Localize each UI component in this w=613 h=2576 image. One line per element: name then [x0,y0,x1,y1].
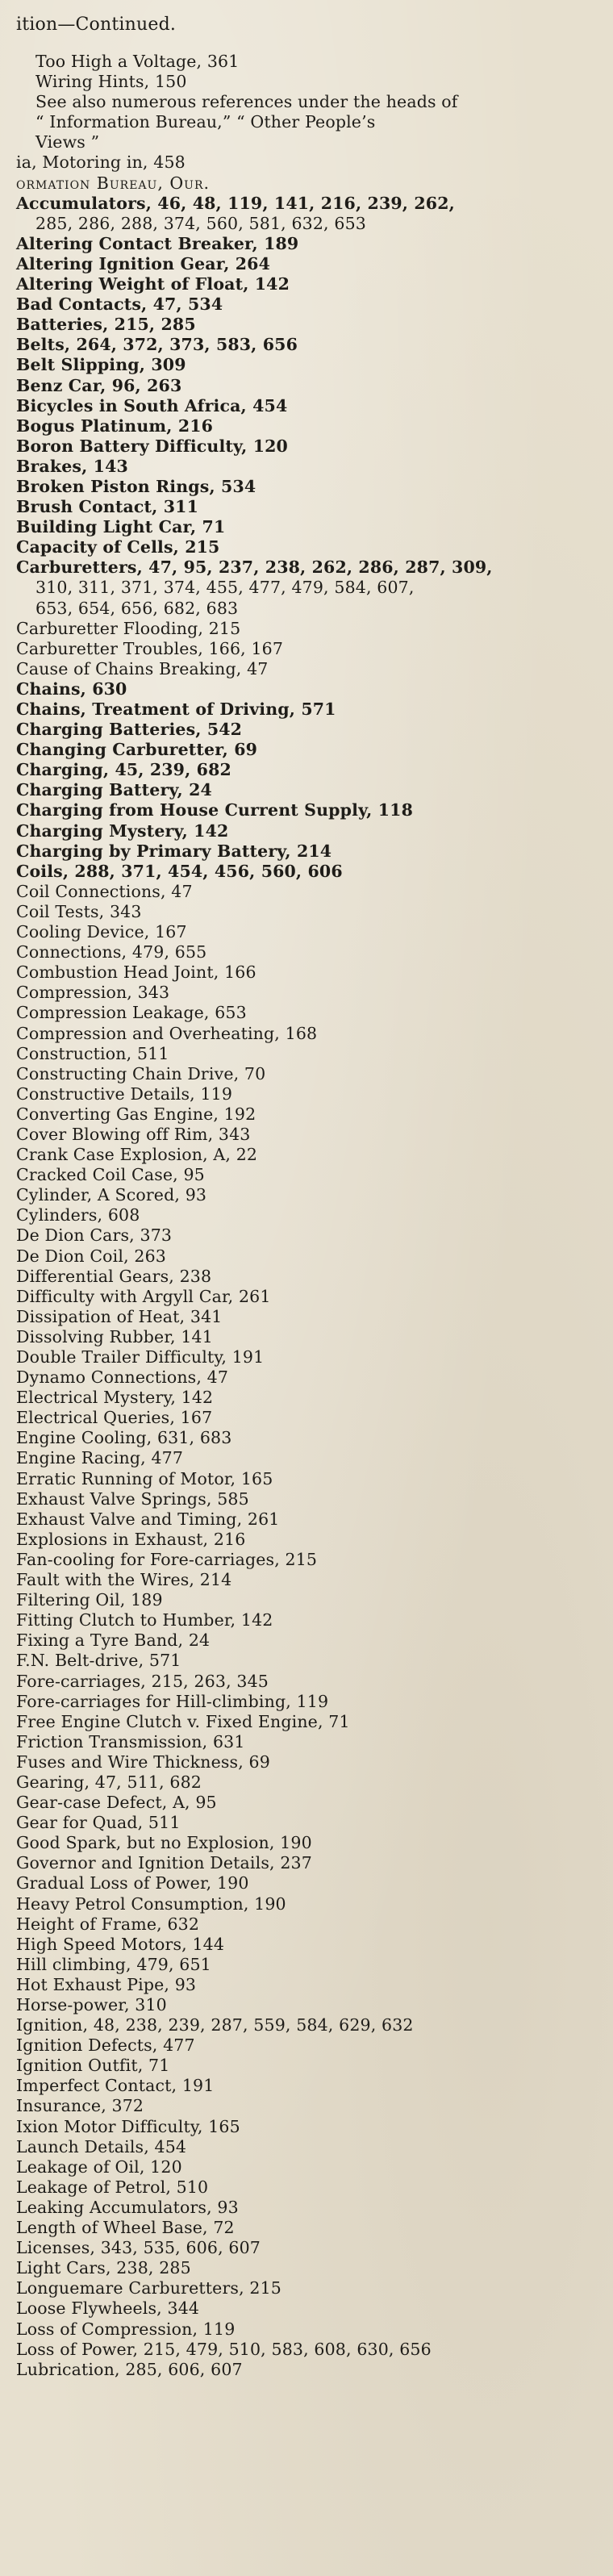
index-entry: Ignition Defects, 477 [16,2035,195,2056]
index-entry: Fault with the Wires, 214 [16,1570,232,1590]
index-entry: Changing Carburetter, 69 [16,740,258,760]
index-entry: ia, Motoring in, 458 [16,152,186,173]
index-entry: Batteries, 215, 285 [16,315,196,335]
index-entry: Broken Piston Rings, 534 [16,476,256,496]
index-entry: Difficulty with Argyll Car, 261 [16,1286,271,1306]
index-entry: Free Engine Clutch v. Fixed Engine, 71 [16,1711,350,1731]
index-entry: 310, 311, 371, 374, 455, 477, 479, 584, 607, [35,578,415,598]
index-entry: Insurance, 372 [16,2096,144,2116]
index-entry: Benz Car, 96, 263 [16,375,182,395]
index-entry: Accumulators, 46, 48, 119, 141, 216, 239, 262, [16,193,455,213]
index-entry: Combustion Head Joint, 166 [16,962,256,983]
index-entry: Capacity of Cells, 215 [16,537,220,557]
index-entry: Constructing Chain Drive, 70 [16,1063,266,1083]
index-entry: Cause of Chains Breaking, 47 [16,658,269,678]
index-entry: Heavy Petrol Consumption, 190 [16,1893,286,1914]
index-entry: Gear for Quad, 511 [16,1813,181,1833]
index-entry: 285, 286, 288, 374, 560, 581, 632, 653 [35,213,366,233]
index-entry: Gear-case Defect, A, 95 [16,1793,217,1813]
index-entry: Belt Slipping, 309 [16,355,186,375]
index-entry: Fore-carriages for Hill-climbing, 119 [16,1691,329,1711]
index-entry: Hot Exhaust Pipe, 93 [16,1974,197,1994]
index-entry: Differential Gears, 238 [16,1266,212,1286]
index-entry: Cylinder, A Scored, 93 [16,1185,207,1205]
index-entry: Ignition Outfit, 71 [16,2056,170,2076]
index-entry: Carburetter Flooding, 215 [16,618,241,638]
index-entry: Cylinders, 608 [16,1205,140,1225]
index-entry: Engine Racing, 477 [16,1448,184,1468]
page-header: ition—Continued. [16,15,177,35]
index-entry: F.N. Belt-drive, 571 [16,1651,181,1671]
index-entry: Length of Wheel Base, 72 [16,2218,235,2238]
index-entry: Governor and Ignition Details, 237 [16,1853,312,1873]
index-entry: Chains, Treatment of Driving, 571 [16,699,336,719]
index-entry: Coil Connections, 47 [16,881,193,901]
index-entry: Coil Tests, 343 [16,901,142,921]
index-entry: De Dion Cars, 373 [16,1225,173,1246]
index-entry: Fan-cooling for Fore-carriages, 215 [16,1549,318,1569]
index-entry: Compression and Overheating, 168 [16,1023,318,1043]
index-entry: Loss of Power, 215, 479, 510, 583, 608, 630, 656 [16,2339,432,2359]
index-entry: Altering Contact Breaker, 189 [16,233,299,253]
index-entry: “ Information Bureau,” “ Other People’s [35,112,376,132]
index-entry: Launch Details, 454 [16,2136,187,2156]
index-entry: 653, 654, 656, 682, 683 [35,598,239,618]
index-entry: Exhaust Valve Springs, 585 [16,1488,249,1509]
index-entry: Engine Cooling, 631, 683 [16,1428,232,1448]
index-entry: Explosions in Exhaust, 216 [16,1529,246,1549]
index-entry: Gradual Loss of Power, 190 [16,1873,249,1893]
index-entry: Charging by Primary Battery, 214 [16,841,332,861]
index-entry: Construction, 511 [16,1043,169,1063]
index-entry: Cracked Coil Case, 95 [16,1165,205,1185]
index-entry: Charging Batteries, 542 [16,720,243,740]
index-entry: Electrical Queries, 167 [16,1408,213,1428]
index-entry: Bogus Platinum, 216 [16,415,214,436]
index-entry: Leakage of Oil, 120 [16,2156,182,2177]
index-entry: Cover Blowing off Rim, 343 [16,1124,251,1144]
index-entry: Boron Battery Difficulty, 120 [16,436,288,456]
index-entry: Altering Weight of Float, 142 [16,274,290,294]
index-entry: Too High a Voltage, 361 [35,52,240,71]
index-entry: Leakage of Petrol, 510 [16,2177,209,2197]
index-entry: Bicycles in South Africa, 454 [16,395,288,415]
index-entry: Brakes, 143 [16,456,128,476]
index-entry: Filtering Oil, 189 [16,1590,163,1610]
index-entry: Lubrication, 285, 606, 607 [16,2359,243,2379]
index-entry: Carburetters, 47, 95, 237, 238, 262, 286, 287, 309, [16,557,493,578]
index-entry: Friction Transmission, 631 [16,1731,245,1751]
index-entry: Leaking Accumulators, 93 [16,2197,239,2217]
index-entry: ormation Bureau, Our. [16,173,211,193]
index-entry: Charging from House Current Supply, 118 [16,800,413,820]
index-entry: Gearing, 47, 511, 682 [16,1772,202,1792]
index-entry: Building Light Car, 71 [16,517,226,537]
index-entry: Loose Flywheels, 344 [16,2298,200,2319]
index-entry: Cooling Device, 167 [16,922,187,942]
index-entry: Converting Gas Engine, 192 [16,1104,256,1124]
index-entry: Wiring Hints, 150 [35,72,187,92]
index-entry: High Speed Motors, 144 [16,1934,225,1954]
index-entry: Fitting Clutch to Humber, 142 [16,1610,273,1630]
index-entry: Constructive Details, 119 [16,1083,233,1104]
index-entry: Altering Ignition Gear, 264 [16,253,271,273]
index-entry: Loss of Compression, 119 [16,2319,236,2339]
index-entry: Dissolving Rubber, 141 [16,1326,213,1346]
index-entry: Charging, 45, 239, 682 [16,760,231,780]
index-entry: Carburetter Troubles, 166, 167 [16,638,284,658]
index-entry: Hill climbing, 479, 651 [16,1954,211,1974]
index-entry: Chains, 630 [16,678,127,699]
index-entry: Longuemare Carburetters, 215 [16,2278,281,2298]
index-entry: Coils, 288, 371, 454, 456, 560, 606 [16,861,343,881]
index-entry: Compression Leakage, 653 [16,1003,247,1023]
index-entry: Compression, 343 [16,983,170,1003]
index-entry: Charging Mystery, 142 [16,820,229,841]
index-entry: Good Spark, but no Explosion, 190 [16,1833,312,1853]
index-entry: Views ” [35,132,100,152]
index-entry: See also numerous references under the heads of [35,92,458,112]
index-entry: Connections, 479, 655 [16,942,207,962]
index-entry: Licenses, 343, 535, 606, 607 [16,2238,261,2258]
index-entry: Imperfect Contact, 191 [16,2076,215,2096]
index-entry: Horse-power, 310 [16,1995,167,2014]
index-entry: Exhaust Valve and Timing, 261 [16,1509,280,1529]
index-entry: Light Cars, 238, 285 [16,2258,191,2278]
index-entry: Charging Battery, 24 [16,780,212,800]
index-entry: Fixing a Tyre Band, 24 [16,1630,211,1651]
index-entry: Fore-carriages, 215, 263, 345 [16,1671,269,1691]
index-entries-list [16,52,597,2380]
index-entry: Height of Frame, 632 [16,1914,200,1934]
index-entry: Fuses and Wire Thickness, 69 [16,1751,270,1772]
index-entry: Electrical Mystery, 142 [16,1388,214,1408]
index-entry: Crank Case Explosion, A, 22 [16,1145,258,1165]
index-entry: Brush Contact, 311 [16,497,198,517]
index-entry: Double Trailer Difficulty, 191 [16,1347,265,1367]
index-entry: Dissipation of Heat, 341 [16,1306,223,1326]
index-entry: Erratic Running of Motor, 165 [16,1468,273,1488]
index-entry: Ignition, 48, 238, 239, 287, 559, 584, 629, 632 [16,2015,414,2035]
index-entry: Belts, 264, 372, 373, 583, 656 [16,335,298,355]
index-entry: De Dion Coil, 263 [16,1246,166,1266]
index-entry: Ixion Motor Difficulty, 165 [16,2116,240,2136]
index-entry: Dynamo Connections, 47 [16,1367,229,1388]
index-entry: Bad Contacts, 47, 534 [16,294,223,315]
